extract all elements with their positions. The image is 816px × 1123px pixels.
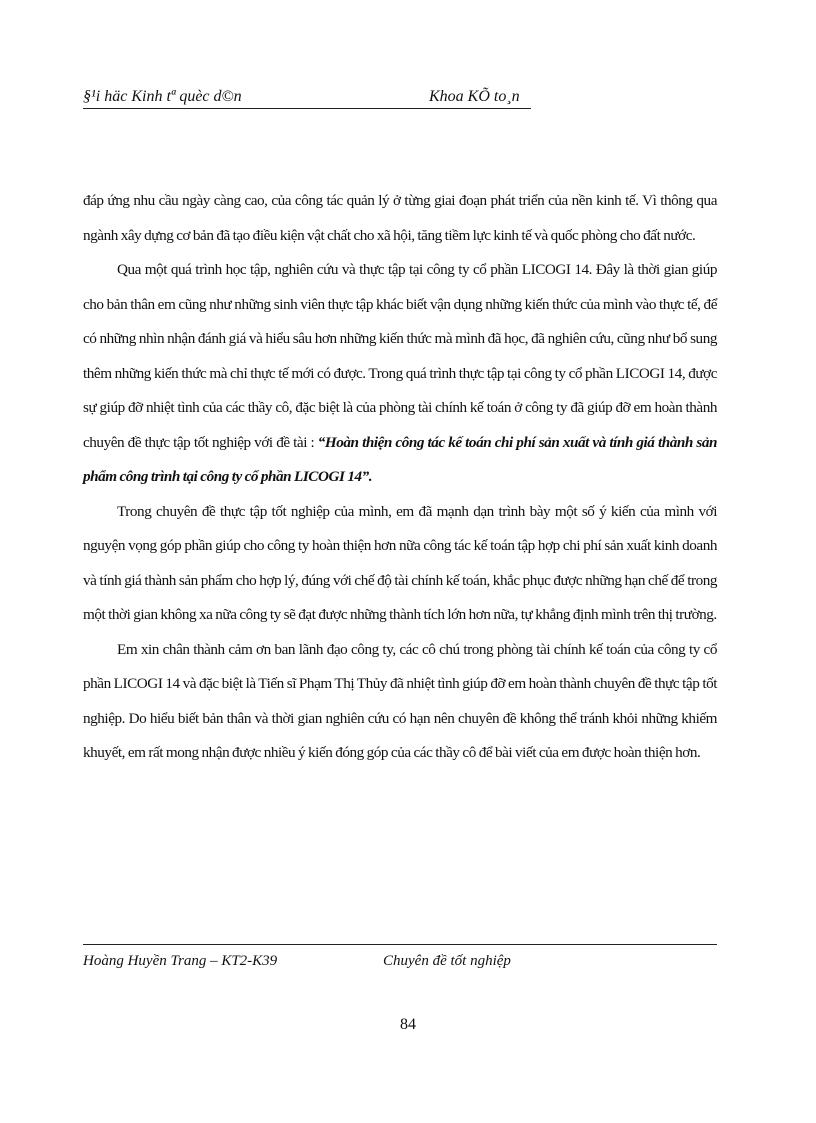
page-header bbox=[83, 82, 531, 109]
paragraph-1: đáp ứng nhu cầu ngày càng cao, của công tác quản lý ở từng giai đoạn phát triển của nền kinh tế. Vì thông qua ngành xây dựng cơ bản đã tạo điều kiện vật chất cho xã hội, tăng tiềm lực kinh tế và quốc phòng cho đất nước. bbox=[83, 192, 717, 244]
footer-divider bbox=[83, 944, 717, 945]
paragraph-2-text: Qua một quá trình học tập, nghiên cứu và thực tập tại công ty cổ phần LICOGI 14. Đây là thời gian giúp cho bản thân em cũng như những sinh viên thực tập khác biết vận dụng những kiến thức của mình vào thực tế, để có những nhìn nhận đánh giá và hiểu sâu hơn những kiến thức mà mình đã học, đã nghiên cứu, cũng như bổ sung thêm những kiến thức mà chỉ thực tế mới có được. Trong quá trình thực tập tại công ty cổ phần LICOGI 14, được sự giúp đỡ nhiệt tình của các thầy cô, đặc biệt là của phòng tài chính kế toán ở công ty đã giúp đỡ em hoàn thành chuyên đề thực tập tốt nghiệp với đề tài : bbox=[83, 261, 717, 451]
page-number: 84 bbox=[400, 1016, 416, 1033]
body-text bbox=[83, 184, 717, 771]
footer-author: Hoàng Huyền Trang – KT2-K39 bbox=[83, 953, 278, 969]
footer-doc-type: Chuyên đề tốt nghiệp bbox=[383, 953, 511, 969]
paragraph-3: Trong chuyên đề thực tập tốt nghiệp của mình, em đã mạnh dạn trình bày một số ý kiến của mình với nguyện vọng góp phần giúp cho công ty hoàn thiện hơn nữa công tác kế toán tập hợp chi phí sản xuất kinh doanh và tính giá thành sản phẩm cho hợp lý, đúng với chế độ tài chính kế toán, khắc phục được những hạn chế để trong một thời gian không xa nữa công ty sẽ đạt được những thành tích lớn hơn nữa, tự khẳng định mình trên thị trường. bbox=[83, 502, 717, 623]
header-faculty: Khoa KÕ to¸n bbox=[429, 88, 520, 105]
thesis-title: “Hoàn thiện công tác kế toán chi phí sản xuất và tính giá thành sản phẩm công trình tại công ty cổ phần LICOGI 14”. bbox=[83, 433, 717, 485]
paragraph-2 bbox=[83, 253, 717, 495]
header-university: §¹i häc Kinh tª quèc d©n bbox=[83, 88, 242, 105]
paragraph-4: Em xin chân thành cảm ơn ban lãnh đạo công ty, các cô chú trong phòng tài chính kế toán của công ty cổ phần LICOGI 14 và đặc biệt là Tiến sĩ Phạm Thị Thủy đã nhiệt tình giúp đỡ em hoàn thành chuyên đề thực tập tốt nghiệp. Do hiểu biết bản thân và thời gian nghiên cứu có hạn nên chuyên đề không thể tránh khỏi những khiếm khuyết, em rất mong nhận được nhiều ý kiến đóng góp của các thầy cô để bài viết của em được hoàn thiện hơn. bbox=[83, 640, 717, 761]
